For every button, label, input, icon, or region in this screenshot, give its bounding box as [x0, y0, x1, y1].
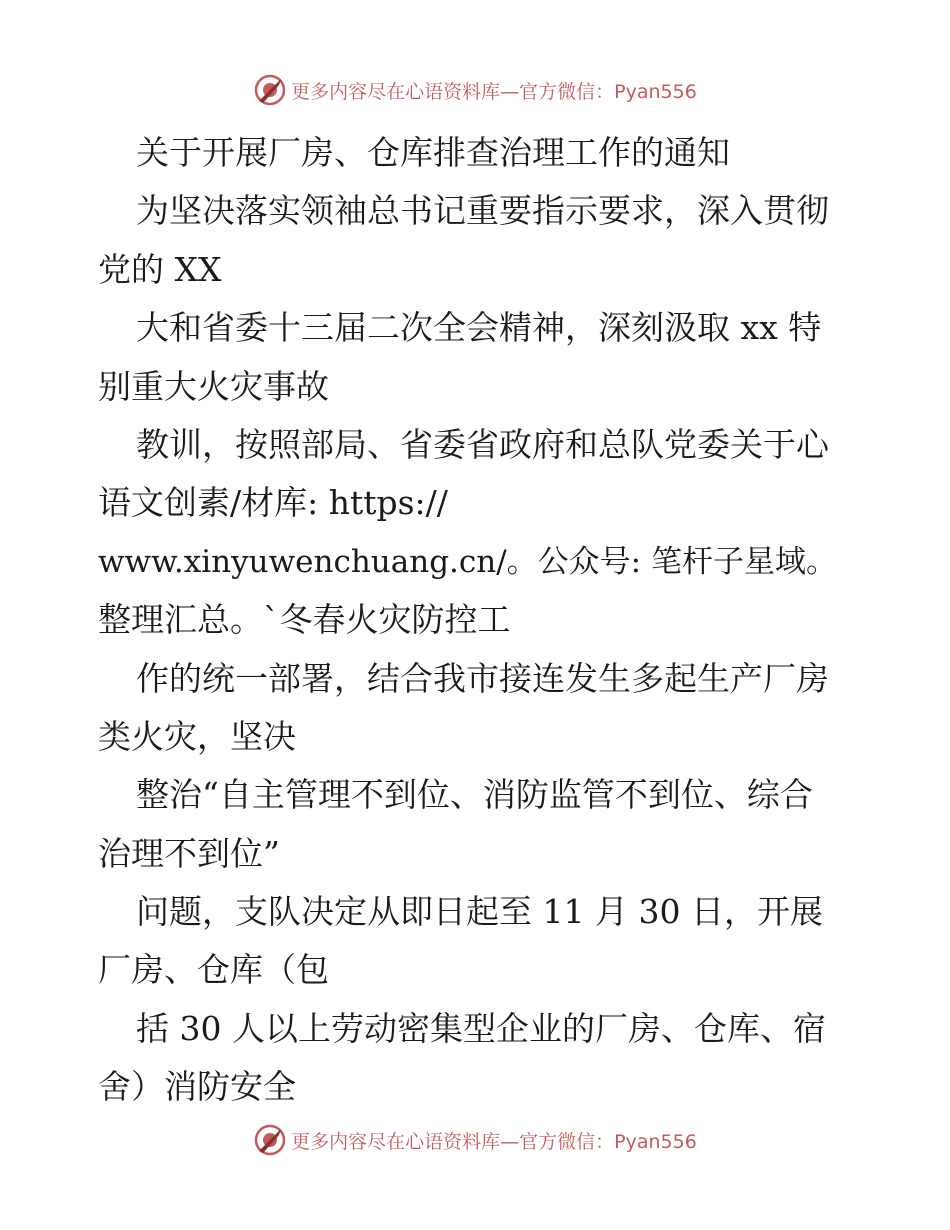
text-line: 厂房、仓库（包	[98, 950, 329, 990]
text-line: 教训，按照部局、省委省政府和总队党委关于心	[136, 424, 829, 464]
text-line: 党的 XX	[98, 249, 222, 289]
text-line: 作的统一部署，结合我市接连发生多起生产厂房	[136, 658, 829, 698]
text-line: 为坚决落实领袖总书记重要指示要求，深入贯彻	[136, 191, 829, 231]
watermark-text: 更多内容尽在心语资料库—官方微信：Pyan556	[291, 80, 697, 103]
text-line: 大和省委十三届二次全会精神，深刻汲取 xx 特	[136, 308, 822, 348]
pen-logo-icon	[253, 73, 287, 107]
text-line: 语文创素/材库: https://	[98, 483, 448, 523]
footer-watermark-banner	[0, 1120, 950, 1160]
document-body	[98, 124, 858, 1117]
watermark-text: 更多内容尽在心语资料库—官方微信：Pyan556	[291, 1130, 697, 1153]
text-line: 舍）消防安全	[98, 1067, 296, 1107]
pen-logo-icon	[253, 1123, 287, 1157]
text-line: www.xinyuwenchuang.cn/。公众号: 笔杆子星域。	[98, 543, 837, 580]
text-line: 别重大火灾事故	[98, 366, 329, 406]
document-title: 关于开展厂房、仓库排查治理工作的通知	[136, 133, 730, 172]
text-line: 括 30 人以上劳动密集型企业的厂房、仓库、宿	[136, 1008, 826, 1048]
header-watermark-banner	[0, 70, 950, 110]
text-line: 问题，支队决定从即日起至 11 月 30 日，开展	[136, 892, 823, 932]
text-line: 整治“自主管理不到位、消防监管不到位、综合	[136, 775, 813, 815]
text-line: 整理汇总。`冬春火灾防控工	[98, 600, 511, 640]
text-line: 类火灾，坚决	[98, 716, 296, 756]
text-line: 治理不到位”	[98, 833, 280, 873]
